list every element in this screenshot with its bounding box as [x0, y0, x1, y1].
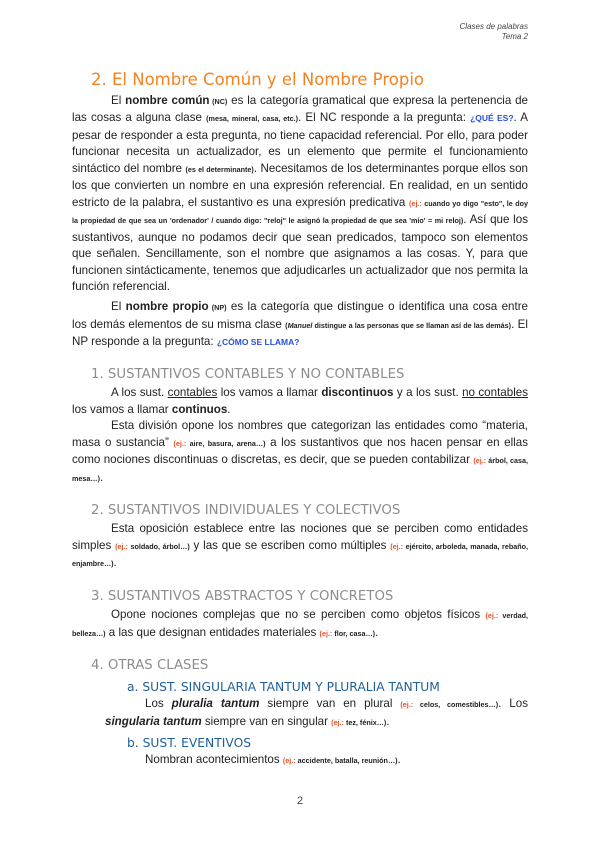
example-nc: (mesa, mineral, casa, etc.)	[206, 114, 299, 124]
section-individuales-heading: 2. SUSTANTIVOS INDIVIDUALES Y COLECTIVOS	[91, 502, 401, 518]
header-topic: Tema 2	[501, 32, 528, 41]
paragraph-individuales: Esta oposición establece entre las nociones que se perciben como entidades simples (ej.: soldado, árbol…) y las que se escriben como múltiples (ej.: ejército, arboleda, manada, rebaño, enjambre…).	[72, 522, 528, 570]
section-contables-heading: 1. SUSTANTIVOS CONTABLES Y NO CONTABLES	[91, 366, 405, 382]
subsection-eventivos-heading: b. SUST. EVENTIVOS	[127, 735, 252, 750]
page-title: 2. El Nombre Común y el Nombre Propio	[91, 70, 425, 89]
paragraph-tantum: Los pluralia tantum siempre van en plural (ej.: celos, comestibles…). Los singularia tantum siempre van en singular (ej.: tez, fénix…).	[105, 697, 528, 728]
section-otras-clases-heading: 4. OTRAS CLASES	[91, 658, 209, 674]
paragraph-nombre-propio: El nombre propio (NP) es la categoría que distingue o identifica una cosa entre los demás elementos de su misma clase (Manuel distingue a las personas que se llaman así de las demás). El NP responde a la pregunta: ¿CÓMO SE LLAMA?	[72, 300, 529, 349]
paragraph-eventivos: Nombran acontecimientos (ej.: accidente, batalla, reunión…).	[145, 753, 401, 767]
paragraph-division: Esta división opone los nombres que categorizan las entidades como “materia, masa o sustancia” (ej.: aire, basura, arena…) a los sustantivos que nos hacen pensar en ellas como nociones discontinuas o discretas, es decir, que se pueden contabilizar (ej.: árbol, casa, mesa…).	[72, 419, 528, 484]
subsection-tantum-heading: a. SUST. SINGULARIA TANTUM Y PLURALIA TANTUM	[127, 679, 440, 694]
page-number: 2	[296, 795, 304, 807]
header-subject: Clases de palabras	[459, 22, 528, 31]
question-que-es: ¿QUÉ ES?	[470, 113, 514, 124]
paragraph-nombre-comun: El nombre común (NC) es la categoría gramatical que expresa la pertenencia de las cosas a alguna clase (mesa, mineral, casa, etc.). El NC responde a la pregunta: ¿QUÉ ES?. A pesar de responder a esta pregunta, no tiene capacidad referencial. Por ello, para poder funcionar necesita un actualizador, es un elemento que permite el funcionamiento sintáctico del nombre (es el determinante). Necesitamos de los determinantes porque ellos son los que convierten un nombre en una expresión referencial. En realidad, en un sentido estricto de la palabra, el sustantivo es una expresión predicativa (ej.: cuando yo digo "esto", le doy la propiedad de que sea un 'ordenador' / cuando digo: "reloj" le asignó la propiedad de que sea 'mío' = mi reloj). Así que los sustantivos, aunque no podamos decir que sean predicados, tampoco son elementos que señalen. Sencillamente, son el nombre que asignamos a las cosas. Y, para que funcionen sintácticamente, tenemos que adjudicarles un actualizador que nos permita la función referencial.	[72, 94, 528, 293]
paragraph-contables: A los sust. contables los vamos a llamar discontinuos y a los sust. no contables los vamos a llamar continuos.	[72, 386, 529, 416]
term-nombre-comun: nombre común	[125, 94, 210, 107]
example-label: (ej.:	[409, 198, 422, 208]
section-abstractos-heading: 3. SUSTANTIVOS ABSTRACTOS Y CONCRETOS	[91, 588, 394, 604]
document-body	[72, 93, 528, 770]
paragraph-abstractos: Opone nociones complejas que no se perciben como objetos físicos (ej.: verdad, belleza…) a las que designan entidades materiales (ej.: flor, casa…).	[72, 608, 528, 639]
question-como-se-llama: ¿CÓMO SE LLAMA?	[216, 337, 300, 348]
term-nombre-propio: nombre propio	[125, 300, 209, 314]
running-header	[460, 22, 528, 42]
